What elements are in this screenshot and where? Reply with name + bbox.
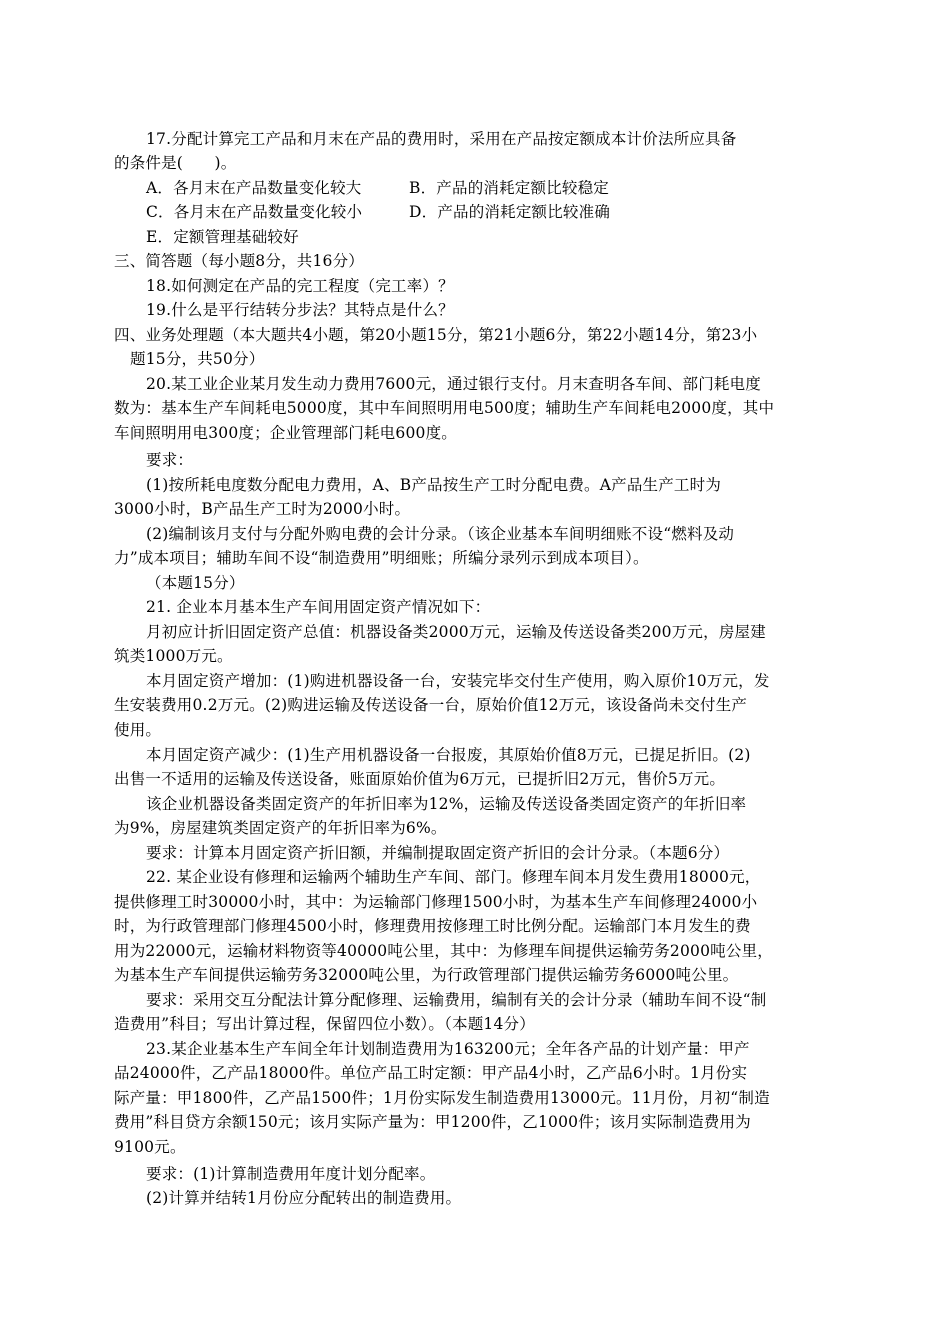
question-22-requirement: 要求：采用交互分配法计算分配修理、运输费用，编制有关的会计分录（辅助车间不设“制 xyxy=(146,991,767,1009)
question-21-line-8: 出售一不适用的运输及传送设备，账面原始价值为6万元，已提折旧2万元，售价5万元。 xyxy=(114,770,726,788)
question-19: 19.什么是平行结转分步法？其特点是什么？ xyxy=(146,301,454,319)
question-22-line-2: 提供修理工时30000小时，其中：为运输部门修理1500小时，为基本生产车间修理24000小 xyxy=(114,893,758,911)
question-21-line-1: 21. 企业本月基本生产车间用固定资产情况如下： xyxy=(146,598,491,616)
question-17-line-1: 17.分配计算完工产品和月末在产品的费用时，采用在产品按定额成本计价法所应具备 xyxy=(146,130,737,148)
question-22-line-4: 用为22000元，运输材料物资等40000吨公里，其中：为修理车间提供运输劳务2000吨公里， xyxy=(114,942,773,960)
question-20-item-2-cont: 力”成本项目；辅助车间不设“制造费用”明细账；所编分录列示到成本项目）。 xyxy=(114,549,649,567)
question-23-line-1: 23.某企业基本生产车间全年计划制造费用为163200元；全年各产品的计划产量：甲产 xyxy=(146,1040,750,1058)
question-20-requirement: 要求： xyxy=(146,451,194,469)
question-22-line-5: 为基本生产车间提供运输劳务32000吨公里，为行政管理部门提供运输劳务6000吨公里。 xyxy=(114,966,739,984)
question-21-line-3: 筑类1000万元。 xyxy=(114,647,233,665)
question-21-line-5: 生安装费用0.2万元。(2)购进运输及传送设备一台，原始价值12万元，该设备尚未交付生产 xyxy=(114,696,748,714)
question-20-line-1: 20.某工业企业某月发生动力费用7600元，通过银行支付。月末查明各车间、部门耗电度 xyxy=(146,375,761,393)
question-21-line-10: 为9%，房屋建筑类固定资产的年折旧率为6%。 xyxy=(114,819,447,837)
question-21-line-9: 该企业机器设备类固定资产的年折旧率为12%，运输及传送设备类固定资产的年折旧率 xyxy=(146,795,747,813)
question-20-item-1: (1)按所耗电度数分配电力费用，A、B产品按生产工时分配电费。A产品生产工时为 xyxy=(146,476,722,494)
question-21-line-2: 月初应计折旧固定资产总值：机器设备类2000万元，运输及传送设备类200万元，房屋建 xyxy=(146,623,766,641)
question-21-line-6: 使用。 xyxy=(114,721,162,739)
question-22-line-1: 22. 某企业设有修理和运输两个辅助生产车间、部门。修理车间本月发生费用18000元， xyxy=(146,868,761,886)
question-22-line-3: 时，为行政管理部门修理4500小时，修理费用按修理工时比例分配。运输部门本月发生的费 xyxy=(114,917,751,935)
question-20-score: （本题15分） xyxy=(146,574,245,592)
question-20-line-3: 车间照明用电300度；企业管理部门耗电600度。 xyxy=(114,424,457,442)
question-21-requirement: 要求：计算本月固定资产折旧额，并编制提取固定资产折旧的会计分录。（本题6分） xyxy=(146,844,730,862)
question-22-requirement-cont: 造费用”科目；写出计算过程，保留四位小数）。（本题14分） xyxy=(114,1015,535,1033)
question-20-item-1-cont: 3000小时，B产品生产工时为2000小时。 xyxy=(114,500,411,518)
question-23-line-5: 9100元。 xyxy=(114,1138,186,1156)
question-18: 18.如何测定在产品的完工程度（完工率）？ xyxy=(146,277,454,295)
option-d: D．产品的消耗定额比较准确 xyxy=(409,203,611,221)
question-23-line-3: 际产量：甲1800件，乙产品1500件；1月份实际发生制造费用13000元。11月份，月初“制造 xyxy=(114,1089,770,1107)
section-3-heading: 三、简答题（每小题8分，共16分） xyxy=(114,252,364,270)
question-23-requirement-1: 要求：(1)计算制造费用年度计划分配率。 xyxy=(146,1165,436,1183)
question-17-line-2: 的条件是( )。 xyxy=(114,154,237,172)
option-c: C．各月末在产品数量变化较小 xyxy=(146,203,363,221)
question-23-requirement-2: (2)计算并结转1月份应分配转出的制造费用。 xyxy=(146,1189,462,1207)
section-4-heading-cont: 题15分，共50分） xyxy=(130,350,265,368)
option-b: B．产品的消耗定额比较稳定 xyxy=(409,179,609,197)
question-23-line-4: 费用”科目贷方余额150元；该月实际产量为：甲1200件，乙1000件；该月实际制造费用为 xyxy=(114,1113,751,1131)
option-a: A．各月末在产品数量变化较大 xyxy=(146,179,362,197)
question-23-line-2: 品24000件，乙产品18000件。单位产品工时定额：甲产品4小时，乙产品6小时。1月份实 xyxy=(114,1064,748,1082)
option-e: E．定额管理基础较好 xyxy=(146,228,299,246)
question-21-line-7: 本月固定资产减少：(1)生产用机器设备一台报废，其原始价值8万元，已提足折旧。(2) xyxy=(146,746,751,764)
section-4-heading: 四、业务处理题（本大题共4小题，第20小题15分，第21小题6分，第22小题14分，第23小 xyxy=(114,326,758,344)
question-21-line-4: 本月固定资产增加：(1)购进机器设备一台，安装完毕交付生产使用，购入原价10万元，发 xyxy=(146,672,770,690)
question-20-line-2: 数为：基本生产车间耗电5000度，其中车间照明用电500度；辅助生产车间耗电2000度，其中 xyxy=(114,399,775,417)
question-20-item-2: (2)编制该月支付与分配外购电费的会计分录。（该企业基本车间明细账不设“燃料及动 xyxy=(146,525,735,543)
